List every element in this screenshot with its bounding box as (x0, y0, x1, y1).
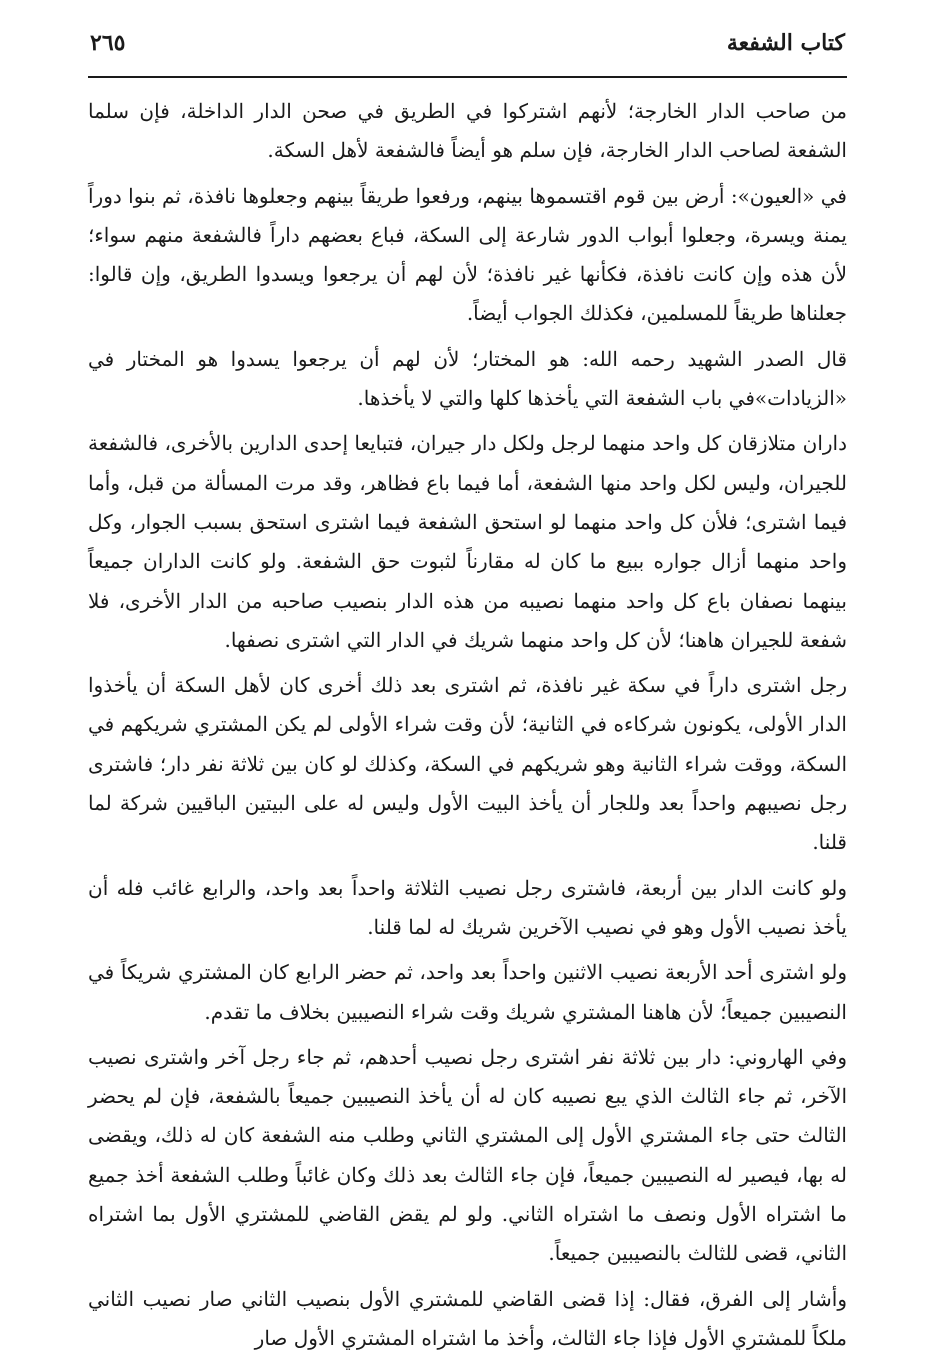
paragraph: قال الصدر الشهيد رحمه الله: هو المختار؛ لأن لهم أن يرجعوا يسدوا هو المختار في «الزيادات»في باب الشفعة التي يأخذها كلها والتي لا يأخذها. (88, 346, 847, 411)
paragraph: داران متلازقان كل واحد منهما لرجل ولكل دار جيران، فتبايعا إحدى الدارين بالأخرى، فالشفعة للجيران، وليس لكل واحد منها الشفعة، أما فيما باع فظاهر، وقد مرت المسألة من قبل، وأما فيما اشترى؛ فلأن كل واحد منهما لو استحق الشفعة فيما اشترى استحق بسبب الجوار، وكل واحد منهما أزال جواره ببيع ما كان له مقارناً لثبوت حق الشفعة. ولو كانت الداران جميعاً بينهما نصفان باع كل واحد منهما نصيبه من هذه الدار بنصيب صاحبه من الدار الأخرى، فلا شفعة للجيران هاهنا؛ لأن كل واحد منهما شريك في الدار التي اشترى نصفها. (88, 431, 847, 652)
paragraph: رجل اشترى داراً في سكة غير نافذة، ثم اشترى بعد ذلك أخرى كان لأهل السكة أن يأخذوا الدار الأولى، يكونون شركاءه في الثانية؛ لأن وقت شراء الأولى لم يكن المشتري شريكهم في السكة، ووقت شراء الثانية وهو شريكهم في السكة، وكذلك لو كان بين ثلاثة نفر دار؛ فاشترى رجل نصيبهم واحداً بعد وللجار أن يأخذ البيت الأول وليس له على البيتين الباقيين شركة لما قلنا. (88, 673, 847, 855)
page-number: ٢٦٥ (90, 30, 126, 56)
page-body (88, 92, 847, 1364)
paragraph: ولو كانت الدار بين أربعة، فاشترى رجل نصيب الثلاثة واحداً بعد واحد، والرابع غائب فله أن يأخذ نصيب الأول وهو في نصيب الآخرين شريك له لما قلنا. (88, 875, 847, 939)
chapter-title: كتاب الشفعة (726, 30, 845, 56)
paragraph: وفي الهاروني: دار بين ثلاثة نفر اشترى رجل نصيب أحدهم، ثم جاء رجل آخر واشترى نصيب الآخر، ثم جاء الثالث الذي يبع نصيبه كان له أن يأخذ النصيبين جميعاً بالشفعة، فإن لم يحضر الثالث حتى جاء المشتري الأول إلى المشتري الثاني وطلب منه الشفعة كان له ذلك، ويقضى له بها، فيصير له النصيبين جميعاً، فإن جاء الثالث بعد ذلك وكان غائباً وطلب الشفعة أخذ جميع ما اشتراه الأول ونصف ما اشتراه الثاني. ولو لم يقض القاضي للمشتري الأول بما اشتراه الثاني، قضى للثالث بالنصيبين جميعاً. (88, 1044, 847, 1266)
paragraph: وأشار إلى الفرق، فقال: إذا قضى القاضي للمشتري الأول بنصيب الثاني صار نصيب الثاني ملكاً للمشتري الأول فإذا جاء الثالث، وأخذ ما اشتراه المشتري الأول صار (88, 1286, 847, 1350)
paragraph: من صاحب الدار الخارجة؛ لأنهم اشتركوا في الطريق في صحن الدار الداخلة، فإن سلما الشفعة لصاحب الدار الخارجة، فإن سلم هو أيضاً فالشفعة لأهل السكة. (88, 99, 847, 163)
running-header (90, 30, 845, 64)
paragraph: في «العيون»: أرض بين قوم اقتسموها بينهم، ورفعوا طريقاً بينهم وجعلوها نافذة، ثم بنوا دوراً يمنة ويسرة، وجعلوا أبواب الدور شارعة إلى السكة، فباع بعضهم داراً فالشفعة منهم سواء؛ لأن هذه وإن كانت نافذة، فكأنها غير نافذة؛ لأن لهم أن يرجعوا ويسدوا الطريق، وإن قالوا: جعلناها طريقاً للمسلمين، فكذلك الجواب أيضاً. (88, 183, 847, 326)
paragraph: ولو اشترى أحد الأربعة نصيب الاثنين واحداً بعد واحد، ثم حضر الرابع كان المشتري شريكاً في النصيبين جميعاً؛ لأن هاهنا المشتري شريك وقت شراء النصيبين بخلاف ما تقدم. (88, 960, 847, 1024)
header-rule (88, 76, 847, 78)
